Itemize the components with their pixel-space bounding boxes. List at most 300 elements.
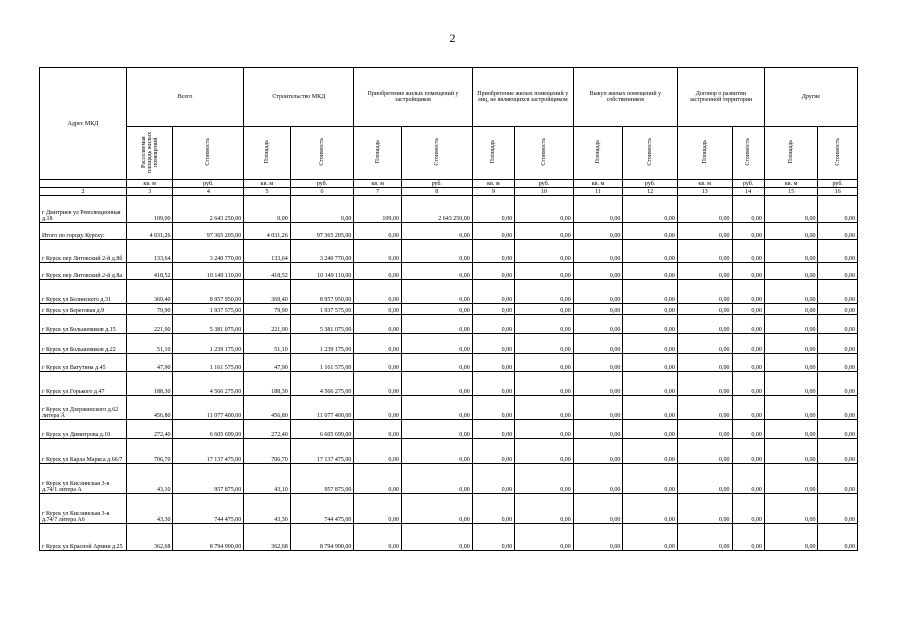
- value-cell: 0,00: [764, 196, 818, 223]
- value-cell: 43,30: [126, 494, 173, 524]
- value-cell: 0,00: [354, 315, 402, 334]
- table-row: [40, 304, 858, 315]
- value-cell: 0,00: [515, 223, 574, 240]
- subheader-cell: [173, 127, 244, 180]
- unit-cell: руб.: [515, 180, 574, 188]
- value-cell: 0,00: [515, 494, 574, 524]
- value-cell: 0,00: [401, 494, 472, 524]
- value-cell: 0,00: [677, 280, 732, 304]
- value-cell: 0,00: [732, 334, 764, 354]
- unit-cell: руб.: [732, 180, 764, 188]
- value-cell: 0,00: [623, 494, 678, 524]
- value-cell: 0,00: [401, 263, 472, 280]
- value-cell: 0,00: [472, 304, 514, 315]
- value-cell: 0,00: [623, 304, 678, 315]
- value-cell: 0,00: [472, 464, 514, 494]
- table-row: [40, 494, 858, 524]
- value-cell: 0,00: [354, 396, 402, 420]
- table-row: [40, 334, 858, 354]
- address-cell: г Курск ул Кислинская 3-я д.74/7 литера А6: [40, 494, 127, 524]
- unit-cell: кв. м: [764, 180, 818, 188]
- value-cell: 0,00: [401, 524, 472, 551]
- value-cell: 0,00: [764, 223, 818, 240]
- value-cell: 0,00: [677, 420, 732, 439]
- value-cell: 0,00: [401, 304, 472, 315]
- value-cell: 0,00: [818, 396, 858, 420]
- column-number: 10: [515, 188, 574, 196]
- value-cell: 0,00: [677, 464, 732, 494]
- value-cell: 0,00: [623, 354, 678, 372]
- value-cell: 0,00: [818, 315, 858, 334]
- value-cell: 0,00: [401, 420, 472, 439]
- value-cell: 0,00: [573, 304, 623, 315]
- value-cell: 0,00: [472, 196, 514, 223]
- value-cell: 0,00: [732, 263, 764, 280]
- value-cell: 6 605 699,00: [173, 420, 244, 439]
- value-cell: 0,00: [677, 396, 732, 420]
- value-cell: 10 149 110,00: [290, 263, 354, 280]
- value-cell: 0,00: [623, 223, 678, 240]
- value-cell: 0,00: [354, 263, 402, 280]
- header-group: Выкуп жилых помещений у собственников: [573, 68, 677, 127]
- unit-cell: руб.: [401, 180, 472, 188]
- column-number: 2: [40, 188, 127, 196]
- header-group: Строительство МКД: [244, 68, 354, 127]
- address-cell: г Дмитриев ул Революционная д.18: [40, 196, 127, 223]
- column-number: 3: [126, 188, 173, 196]
- address-cell: г Курск ул Большевиков д.15: [40, 315, 127, 334]
- value-cell: 109,00: [126, 196, 173, 223]
- value-cell: 957 875,00: [290, 464, 354, 494]
- value-cell: 0,00: [732, 420, 764, 439]
- value-cell: 0,00: [515, 524, 574, 551]
- value-cell: 369,40: [126, 280, 173, 304]
- value-cell: 706,70: [244, 439, 291, 464]
- subheader-cell: [732, 127, 764, 180]
- value-cell: 0,00: [764, 354, 818, 372]
- subheader-label: Площадь: [490, 140, 497, 164]
- subheader-cell: [401, 127, 472, 180]
- value-cell: 79,90: [244, 304, 291, 315]
- unit-cell: руб.: [173, 180, 244, 188]
- value-cell: 133,64: [126, 240, 173, 263]
- value-cell: 0,00: [732, 304, 764, 315]
- header-address: Адрес МКД: [40, 68, 127, 180]
- address-cell: г Курск ул Береговая д.9: [40, 304, 127, 315]
- subheader-label: Стоимость: [205, 138, 212, 166]
- value-cell: 272,40: [244, 420, 291, 439]
- value-cell: 0,00: [732, 494, 764, 524]
- value-cell: 0,00: [472, 334, 514, 354]
- value-cell: 0,00: [623, 315, 678, 334]
- subheader-label: Стоимость: [745, 138, 752, 166]
- value-cell: 0,00: [401, 354, 472, 372]
- value-cell: 0,00: [764, 263, 818, 280]
- value-cell: 6 605 699,00: [290, 420, 354, 439]
- value-cell: 3 240 770,00: [173, 240, 244, 263]
- value-cell: 1 937 575,00: [290, 304, 354, 315]
- value-cell: 362,68: [126, 524, 173, 551]
- value-cell: 0,00: [677, 334, 732, 354]
- value-cell: 0,00: [764, 396, 818, 420]
- value-cell: 0,00: [354, 223, 402, 240]
- subheader-cell: [290, 127, 354, 180]
- subheader-cell: [573, 127, 623, 180]
- value-cell: 0,00: [573, 524, 623, 551]
- table-row: [40, 464, 858, 494]
- column-number: 7: [354, 188, 402, 196]
- value-cell: 0,00: [515, 372, 574, 396]
- page-number: 2: [449, 31, 456, 45]
- value-cell: 0,00: [401, 240, 472, 263]
- address-cell: г Курск пер Литовский 2-й д.8а: [40, 263, 127, 280]
- value-cell: 0,00: [515, 396, 574, 420]
- value-cell: 0,00: [515, 240, 574, 263]
- value-cell: 0,00: [732, 315, 764, 334]
- value-cell: 0,00: [623, 420, 678, 439]
- unit-cell: кв. м: [126, 180, 173, 188]
- value-cell: 0,00: [623, 196, 678, 223]
- column-number: 12: [623, 188, 678, 196]
- value-cell: 0,00: [677, 439, 732, 464]
- value-cell: 0,00: [573, 315, 623, 334]
- value-cell: 0,00: [354, 354, 402, 372]
- subheader-cell: [515, 127, 574, 180]
- value-cell: 0,00: [677, 354, 732, 372]
- value-cell: 0,00: [764, 240, 818, 263]
- column-number: 14: [732, 188, 764, 196]
- subheader-cell: [818, 127, 858, 180]
- value-cell: 0,00: [732, 524, 764, 551]
- address-cell: г Курск ул Большевиков д.22: [40, 334, 127, 354]
- value-cell: 0,00: [677, 494, 732, 524]
- value-cell: 0,00: [732, 464, 764, 494]
- value-cell: 0,00: [573, 439, 623, 464]
- value-cell: 0,00: [623, 396, 678, 420]
- subheader-cell: [472, 127, 514, 180]
- address-cell: г Курск ул Димитрова д.10: [40, 420, 127, 439]
- column-number: 13: [677, 188, 732, 196]
- subheader-label: Стоимость: [540, 138, 547, 166]
- value-cell: 0,00: [573, 240, 623, 263]
- value-cell: 0,00: [472, 315, 514, 334]
- unit-cell: руб.: [623, 180, 678, 188]
- value-cell: 744 475,00: [290, 494, 354, 524]
- value-cell: 0,00: [354, 240, 402, 263]
- value-cell: 0,00: [401, 280, 472, 304]
- value-cell: 0,00: [818, 524, 858, 551]
- value-cell: 0,00: [818, 263, 858, 280]
- value-cell: 8 957 950,00: [173, 280, 244, 304]
- table-row: [40, 524, 858, 551]
- address-cell: г Курск ул Кислинская 3-я д.74/1 литера А: [40, 464, 127, 494]
- column-number: 8: [401, 188, 472, 196]
- value-cell: 418,52: [126, 263, 173, 280]
- value-cell: 188,30: [126, 372, 173, 396]
- value-cell: 0,00: [515, 354, 574, 372]
- value-cell: 0,00: [515, 439, 574, 464]
- column-number: 11: [573, 188, 623, 196]
- value-cell: 0,00: [573, 372, 623, 396]
- value-cell: 1 161 575,00: [173, 354, 244, 372]
- table-row: [40, 240, 858, 263]
- value-cell: 0,00: [732, 240, 764, 263]
- value-cell: 0,00: [573, 334, 623, 354]
- value-cell: 0,00: [677, 223, 732, 240]
- value-cell: 0,00: [818, 372, 858, 396]
- value-cell: 0,00: [573, 464, 623, 494]
- value-cell: 744 475,00: [173, 494, 244, 524]
- value-cell: 0,00: [818, 494, 858, 524]
- value-cell: 0,00: [677, 372, 732, 396]
- value-cell: 0,00: [764, 334, 818, 354]
- subheader-cell: [623, 127, 678, 180]
- value-cell: 0,00: [677, 315, 732, 334]
- value-cell: 51,10: [244, 334, 291, 354]
- value-cell: 4 031,26: [244, 223, 291, 240]
- address-cell: г Курск пер Литовский 2-й д.8б: [40, 240, 127, 263]
- value-cell: 0,00: [623, 524, 678, 551]
- value-cell: 456,80: [126, 396, 173, 420]
- value-cell: 0,00: [472, 494, 514, 524]
- value-cell: 0,00: [732, 396, 764, 420]
- subheader-label: Площадь: [701, 140, 708, 164]
- unit-cell: кв. м: [354, 180, 402, 188]
- subheader-label: Стоимость: [834, 138, 841, 166]
- column-number: 9: [472, 188, 514, 196]
- value-cell: 1 239 175,00: [173, 334, 244, 354]
- column-number: 4: [173, 188, 244, 196]
- value-cell: 0,00: [818, 280, 858, 304]
- value-cell: 43,10: [126, 464, 173, 494]
- value-cell: 8 794 990,00: [290, 524, 354, 551]
- subheader-label: Площадь: [263, 140, 270, 164]
- value-cell: 8 957 950,00: [290, 280, 354, 304]
- subheader-cell: [764, 127, 818, 180]
- value-cell: 0,00: [677, 240, 732, 263]
- address-cell: г Курск ул Горького д.47: [40, 372, 127, 396]
- column-number: 5: [244, 188, 291, 196]
- column-number: 16: [818, 188, 858, 196]
- value-cell: 0,00: [401, 439, 472, 464]
- value-cell: 0,00: [623, 372, 678, 396]
- value-cell: 0,00: [573, 494, 623, 524]
- value-cell: 0,00: [623, 334, 678, 354]
- value-cell: 3 240 770,00: [290, 240, 354, 263]
- value-cell: 0,00: [573, 223, 623, 240]
- value-cell: 0,00: [515, 420, 574, 439]
- value-cell: 0,00: [573, 354, 623, 372]
- value-cell: 0,00: [623, 240, 678, 263]
- subheader-label: Площадь: [374, 140, 381, 164]
- resettlement-table: [39, 67, 858, 551]
- table-row: [40, 354, 858, 372]
- value-cell: 0,00: [623, 263, 678, 280]
- address-cell: г Курск ул Карла Маркса д.66/7: [40, 439, 127, 464]
- value-cell: 0,00: [515, 464, 574, 494]
- subheader-label: Стоимость: [433, 138, 440, 166]
- value-cell: 11 077 400,00: [173, 396, 244, 420]
- address-cell: Итого по городу Курску:: [40, 223, 127, 240]
- subheader-label: Площадь: [595, 140, 602, 164]
- address-cell: г Курск ул Белинского д.31: [40, 280, 127, 304]
- subheader-cell: [244, 127, 291, 180]
- value-cell: 0,00: [818, 420, 858, 439]
- value-cell: 0,00: [472, 280, 514, 304]
- unit-cell: кв. м: [677, 180, 732, 188]
- table-row: [40, 420, 858, 439]
- value-cell: 456,80: [244, 396, 291, 420]
- value-cell: 0,00: [732, 372, 764, 396]
- value-cell: 706,70: [126, 439, 173, 464]
- value-cell: 0,00: [818, 196, 858, 223]
- value-cell: 0,00: [732, 354, 764, 372]
- table-row: [40, 315, 858, 334]
- value-cell: 418,52: [244, 263, 291, 280]
- value-cell: 0,00: [732, 280, 764, 304]
- value-cell: 0,00: [732, 196, 764, 223]
- value-cell: 0,00: [764, 304, 818, 315]
- value-cell: 0,00: [764, 524, 818, 551]
- value-cell: 0,00: [764, 372, 818, 396]
- value-cell: 0,00: [764, 464, 818, 494]
- value-cell: 0,00: [677, 524, 732, 551]
- value-cell: 272,40: [126, 420, 173, 439]
- unit-cell: кв. м: [244, 180, 291, 188]
- subheader-label: Стоимость: [647, 138, 654, 166]
- value-cell: 0,00: [818, 240, 858, 263]
- value-cell: 0,00: [515, 304, 574, 315]
- value-cell: 957 875,00: [173, 464, 244, 494]
- value-cell: 17 137 475,00: [290, 439, 354, 464]
- value-cell: 0,00: [623, 464, 678, 494]
- value-cell: 0,00: [764, 494, 818, 524]
- value-cell: 43,30: [244, 494, 291, 524]
- value-cell: 11 077 400,00: [290, 396, 354, 420]
- subheader-cell: [126, 127, 173, 180]
- value-cell: 369,40: [244, 280, 291, 304]
- table-row: [40, 196, 858, 223]
- value-cell: 0,00: [472, 396, 514, 420]
- value-cell: 0,00: [732, 223, 764, 240]
- table-row: [40, 439, 858, 464]
- value-cell: 0,00: [354, 464, 402, 494]
- value-cell: 0,00: [354, 334, 402, 354]
- value-cell: 0,00: [677, 196, 732, 223]
- value-cell: 79,90: [126, 304, 173, 315]
- table-row: [40, 280, 858, 304]
- value-cell: 2 643 250,00: [401, 196, 472, 223]
- value-cell: 0,00: [623, 439, 678, 464]
- value-cell: 0,00: [573, 196, 623, 223]
- subheader-cell: [677, 127, 732, 180]
- table-row: [40, 223, 858, 240]
- unit-cell: руб.: [290, 180, 354, 188]
- value-cell: 0,00: [573, 396, 623, 420]
- subheader-label: Площадь: [788, 140, 795, 164]
- value-cell: 97 365 205,00: [173, 223, 244, 240]
- subheader-label: Стоимость: [319, 138, 326, 166]
- header-group: Другие: [764, 68, 857, 127]
- value-cell: 0,00: [764, 280, 818, 304]
- value-cell: 0,00: [573, 420, 623, 439]
- value-cell: 47,90: [126, 354, 173, 372]
- value-cell: 1 161 575,00: [290, 354, 354, 372]
- value-cell: 1 239 175,00: [290, 334, 354, 354]
- address-cell: г Курск ул Красной Армии д.25: [40, 524, 127, 551]
- value-cell: 0,00: [515, 315, 574, 334]
- value-cell: 0,00: [818, 334, 858, 354]
- value-cell: 0,00: [515, 280, 574, 304]
- value-cell: 0,00: [472, 263, 514, 280]
- unit-cell: руб.: [818, 180, 858, 188]
- value-cell: 109,00: [354, 196, 402, 223]
- value-cell: 0,00: [354, 372, 402, 396]
- value-cell: 0,00: [573, 263, 623, 280]
- value-cell: 0,00: [764, 315, 818, 334]
- unit-cell: кв. м: [472, 180, 514, 188]
- column-number: 15: [764, 188, 818, 196]
- value-cell: 0,00: [515, 334, 574, 354]
- value-cell: 0,00: [623, 280, 678, 304]
- value-cell: 0,00: [677, 304, 732, 315]
- value-cell: 97 365 205,00: [290, 223, 354, 240]
- value-cell: 0,00: [354, 304, 402, 315]
- value-cell: 51,10: [126, 334, 173, 354]
- value-cell: 0,00: [290, 196, 354, 223]
- value-cell: 0,00: [401, 223, 472, 240]
- value-cell: 10 149 110,00: [173, 263, 244, 280]
- value-cell: 0,00: [401, 396, 472, 420]
- value-cell: 1 937 575,00: [173, 304, 244, 315]
- header-group: Всего: [126, 68, 243, 127]
- value-cell: 17 137 475,00: [173, 439, 244, 464]
- value-cell: 0,00: [472, 223, 514, 240]
- value-cell: 0,00: [472, 372, 514, 396]
- header-group: Договор о развитии застроенной территории: [677, 68, 764, 127]
- value-cell: 0,00: [764, 420, 818, 439]
- value-cell: 221,90: [244, 315, 291, 334]
- value-cell: 5 381 075,00: [173, 315, 244, 334]
- subheader-cell: [354, 127, 402, 180]
- value-cell: 0,00: [472, 354, 514, 372]
- value-cell: 0,00: [401, 372, 472, 396]
- value-cell: 0,00: [401, 334, 472, 354]
- value-cell: 43,10: [244, 464, 291, 494]
- value-cell: 8 794 990,00: [173, 524, 244, 551]
- value-cell: 0,00: [472, 524, 514, 551]
- column-number: 6: [290, 188, 354, 196]
- table-row: [40, 263, 858, 280]
- value-cell: 0,00: [818, 304, 858, 315]
- value-cell: 0,00: [764, 439, 818, 464]
- value-cell: 133,64: [244, 240, 291, 263]
- value-cell: 0,00: [818, 223, 858, 240]
- value-cell: 188,30: [244, 372, 291, 396]
- value-cell: 362,68: [244, 524, 291, 551]
- value-cell: 0,00: [732, 439, 764, 464]
- header-group: Приобретение жилых помещений у лиц, не являющихся застройщиком: [472, 68, 573, 127]
- value-cell: 0,00: [244, 196, 291, 223]
- value-cell: 0,00: [401, 464, 472, 494]
- value-cell: 0,00: [472, 439, 514, 464]
- value-cell: 0,00: [677, 263, 732, 280]
- value-cell: 4 566 275,00: [173, 372, 244, 396]
- units-empty: [40, 180, 127, 188]
- value-cell: 0,00: [401, 315, 472, 334]
- value-cell: 0,00: [354, 524, 402, 551]
- value-cell: 0,00: [472, 420, 514, 439]
